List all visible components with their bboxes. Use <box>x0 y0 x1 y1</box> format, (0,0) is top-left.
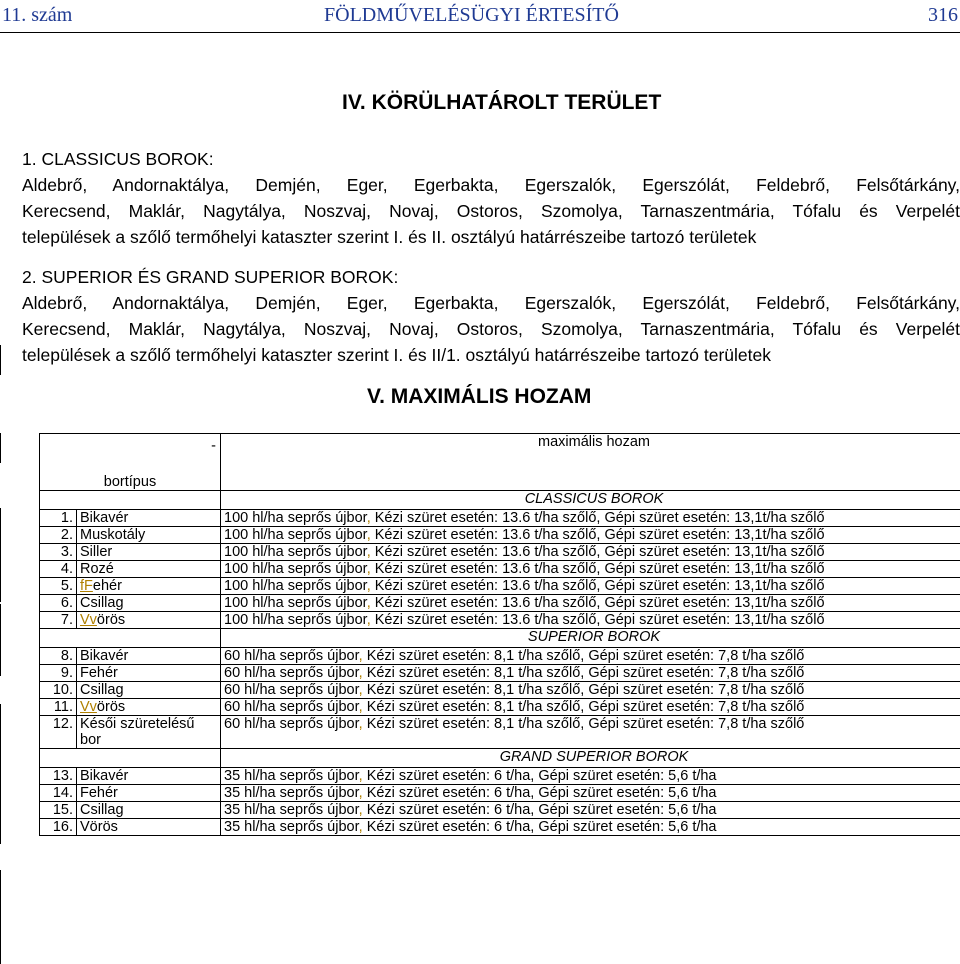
tracked-comma: , <box>366 510 375 526</box>
row-number: 1. <box>40 510 77 527</box>
wine-type-cell <box>77 699 221 716</box>
wine-type: Bikavér <box>80 768 129 784</box>
table-row <box>40 785 960 802</box>
wine-type-cell <box>77 785 221 802</box>
wine-type: Muskotály <box>80 527 146 543</box>
row-number: 13. <box>40 768 77 785</box>
header-cell-type <box>40 434 221 491</box>
journal-title: FÖLDMŰVELÉSÜGYI ÉRTESÍTŐ <box>324 4 619 26</box>
yield-cell <box>221 561 960 578</box>
yield-volume: 35 hl/ha seprős újbor <box>224 768 359 784</box>
max-yield-table <box>39 433 960 836</box>
wine-type-cell <box>77 612 221 629</box>
category-label: CLASSICUS BOROK <box>221 491 960 510</box>
yield-volume: 60 hl/ha seprős újbor <box>224 665 359 681</box>
category-row <box>40 749 960 768</box>
row-number: 10. <box>40 682 77 699</box>
wine-type: ehér <box>92 578 122 594</box>
wine-type-cell <box>77 716 221 749</box>
yield-grape: Kézi szüret esetén: 13.6 t/ha szőlő, Gépi szüret esetén: 13,1t/ha szőlő <box>374 612 825 628</box>
category-label: SUPERIOR BOROK <box>221 629 960 648</box>
wine-type-cell <box>77 665 221 682</box>
tracked-comma: , <box>366 527 375 543</box>
yield-cell <box>221 802 960 819</box>
row-number: 5. <box>40 578 77 595</box>
yield-grape: Kézi szüret esetén: 13.6 t/ha szőlő, Gépi szüret esetén: 13,1t/ha szőlő <box>374 595 825 611</box>
yield-grape: Kézi szüret esetén: 13.6 t/ha szőlő, Gépi szüret esetén: 13,1t/ha szőlő <box>374 561 825 577</box>
tracked-comma: , <box>358 785 367 801</box>
yield-grape: Kézi szüret esetén: 13.6 t/ha szőlő, Gépi szüret esetén: 13,1t/ha szőlő <box>374 544 825 560</box>
wine-type: Siller <box>80 544 113 560</box>
yield-volume: 60 hl/ha seprős újbor <box>224 648 359 664</box>
classicus-line-2: Kerecsend, Maklár, Nagytálya, Noszvaj, Novaj, Ostoros, Szomolya, Tarnaszentmária, Tófalu és Verpelét <box>22 201 960 221</box>
table-row <box>40 578 960 595</box>
tracked-comma: , <box>358 819 367 835</box>
superior-line-3: települések a szőlő termőhelyi kataszter szerint I. és II/1. osztályú határrészeibe tartozó területek <box>22 345 771 365</box>
yield-volume: 35 hl/ha seprős újbor <box>224 785 359 801</box>
classicus-heading: 1. CLASSICUS BOROK: <box>22 149 214 169</box>
table-row <box>40 510 960 527</box>
yield-cell <box>221 527 960 544</box>
table-row <box>40 819 960 836</box>
classicus-line-3: települések a szőlő termőhelyi kataszter szerint I. és II. osztályú határrészeibe tartozó területek <box>22 227 757 247</box>
tracked-change-mark: fF <box>80 578 93 594</box>
wine-type-cell <box>77 802 221 819</box>
wine-type-cell <box>77 578 221 595</box>
wine-type: örös <box>96 612 126 628</box>
wine-type: örös <box>96 699 126 715</box>
yield-cell <box>221 699 960 716</box>
yield-grape: Kézi szüret esetén: 13.6 t/ha szőlő, Gépi szüret esetén: 13,1t/ha szőlő <box>374 527 825 543</box>
yield-grape: Kézi szüret esetén: 13.6 t/ha szőlő, Gépi szüret esetén: 13,1t/ha szőlő <box>374 578 825 594</box>
yield-volume: 35 hl/ha seprős újbor <box>224 802 359 818</box>
yield-volume: 100 hl/ha seprős újbor <box>224 510 367 526</box>
category-spacer <box>40 749 221 768</box>
row-number: 15. <box>40 802 77 819</box>
yield-cell <box>221 510 960 527</box>
table-row <box>40 802 960 819</box>
wine-type-cell <box>77 561 221 578</box>
yield-grape: Kézi szüret esetén: 6 t/ha, Gépi szüret esetén: 5,6 t/ha <box>366 785 717 801</box>
yield-volume: 100 hl/ha seprős újbor <box>224 595 367 611</box>
yield-volume: 100 hl/ha seprős újbor <box>224 544 367 560</box>
tracked-change-mark: Vv <box>80 612 97 628</box>
tracked-comma: , <box>366 612 375 628</box>
table-row <box>40 768 960 785</box>
superior-paragraph <box>22 264 960 368</box>
yield-grape: Kézi szüret esetén: 6 t/ha, Gépi szüret esetén: 5,6 t/ha <box>366 802 717 818</box>
yield-grape: Kézi szüret esetén: 8,1 t/ha szőlő, Gépi szüret esetén: 7,8 t/ha szőlő <box>366 699 805 715</box>
revision-bar <box>0 508 1 602</box>
row-number: 12. <box>40 716 77 749</box>
tracked-comma: , <box>358 802 367 818</box>
yield-cell <box>221 595 960 612</box>
wine-type: Csillag <box>80 595 124 611</box>
yield-volume: 100 hl/ha seprős újbor <box>224 561 367 577</box>
tracked-comma: , <box>358 682 367 698</box>
row-number: 3. <box>40 544 77 561</box>
category-spacer <box>40 491 221 510</box>
yield-volume: 60 hl/ha seprős újbor <box>224 716 359 732</box>
yield-volume: 35 hl/ha seprős újbor <box>224 819 359 835</box>
superior-line-2: Kerecsend, Maklár, Nagytálya, Noszvaj, Novaj, Ostoros, Szomolya, Tarnaszentmária, Tófalu és Verpelét <box>22 319 960 339</box>
revision-bar <box>0 704 1 844</box>
category-row <box>40 491 960 510</box>
classicus-paragraph <box>22 146 960 250</box>
page-number: 316 <box>928 4 958 26</box>
revision-bar <box>0 604 1 676</box>
tracked-comma: , <box>358 665 367 681</box>
table-row <box>40 612 960 629</box>
row-number: 9. <box>40 665 77 682</box>
tracked-comma: , <box>366 578 375 594</box>
wine-type-cell <box>77 682 221 699</box>
yield-cell <box>221 665 960 682</box>
superior-line-1: Aldebrő, Andornaktálya, Demjén, Eger, Egerbakta, Egerszalók, Egerszólát, Feldebrő, Felsőtárkány, <box>22 293 960 313</box>
wine-type-cell <box>77 819 221 836</box>
row-number: 14. <box>40 785 77 802</box>
tracked-comma: , <box>366 595 375 611</box>
revision-bar <box>0 433 1 463</box>
section-iv-title: IV. KÖRÜLHATÁROLT TERÜLET <box>342 91 662 114</box>
yield-cell <box>221 768 960 785</box>
yield-cell <box>221 682 960 699</box>
superior-heading: 2. SUPERIOR ÉS GRAND SUPERIOR BOROK: <box>22 267 399 287</box>
yield-grape: Kézi szüret esetén: 8,1 t/ha szőlő, Gépi szüret esetén: 7,8 t/ha szőlő <box>366 716 805 732</box>
wine-type: Fehér <box>80 785 118 801</box>
table-row <box>40 648 960 665</box>
wine-type: Csillag <box>80 682 124 698</box>
section-v-title: V. MAXIMÁLIS HOZAM <box>367 385 592 408</box>
header-yield-label: maximális hozam <box>538 434 650 450</box>
issue-number: 11. szám <box>2 4 73 26</box>
yield-cell <box>221 578 960 595</box>
table-row <box>40 716 960 749</box>
yield-grape: Kézi szüret esetén: 6 t/ha, Gépi szüret esetén: 5,6 t/ha <box>366 768 717 784</box>
yield-cell <box>221 648 960 665</box>
table-row <box>40 595 960 612</box>
yield-volume: 100 hl/ha seprős újbor <box>224 612 367 628</box>
wine-type-cell <box>77 648 221 665</box>
yield-volume: 100 hl/ha seprős újbor <box>224 527 367 543</box>
wine-type: Bikavér <box>80 510 129 526</box>
header-cell-yield <box>221 434 960 491</box>
tracked-comma: , <box>358 699 367 715</box>
wine-type-cell <box>77 595 221 612</box>
wine-type: Bikavér <box>80 648 129 664</box>
yield-cell <box>221 612 960 629</box>
yield-volume: 60 hl/ha seprős újbor <box>224 699 359 715</box>
wine-type: Vörös <box>80 819 118 835</box>
yield-volume: 60 hl/ha seprős újbor <box>224 682 359 698</box>
yield-volume: 100 hl/ha seprős újbor <box>224 578 367 594</box>
yield-cell <box>221 785 960 802</box>
wine-type-cell <box>77 768 221 785</box>
wine-type-cell <box>77 510 221 527</box>
wine-type: Rozé <box>80 561 114 577</box>
category-spacer <box>40 629 221 648</box>
yield-cell <box>221 544 960 561</box>
running-header <box>0 0 960 33</box>
table-row <box>40 561 960 578</box>
wine-type-cell <box>77 527 221 544</box>
wine-type: Fehér <box>80 665 118 681</box>
tracked-comma: , <box>358 716 367 732</box>
tracked-comma: , <box>366 544 375 560</box>
wine-type-cell <box>77 544 221 561</box>
table-header-row <box>40 434 960 491</box>
wine-type: Késői szüretelésű bor <box>80 716 195 748</box>
tracked-comma: , <box>358 648 367 664</box>
row-number: 7. <box>40 612 77 629</box>
row-number: 4. <box>40 561 77 578</box>
category-row <box>40 629 960 648</box>
revision-bar <box>0 345 1 375</box>
table-row <box>40 699 960 716</box>
row-number: 8. <box>40 648 77 665</box>
classicus-line-1: Aldebrő, Andornaktálya, Demjén, Eger, Egerbakta, Egerszalók, Egerszólát, Feldebrő, Felsőtárkány, <box>22 175 960 195</box>
header-mark: - <box>211 438 216 454</box>
yield-cell <box>221 819 960 836</box>
row-number: 11. <box>40 699 77 716</box>
table-row <box>40 544 960 561</box>
tracked-comma: , <box>366 561 375 577</box>
row-number: 2. <box>40 527 77 544</box>
yield-cell <box>221 716 960 749</box>
tracked-change-mark: Vv <box>80 699 97 715</box>
yield-grape: Kézi szüret esetén: 8,1 t/ha szőlő, Gépi szüret esetén: 7,8 t/ha szőlő <box>366 648 805 664</box>
row-number: 6. <box>40 595 77 612</box>
category-label: GRAND SUPERIOR BOROK <box>221 749 960 768</box>
table-row <box>40 682 960 699</box>
table-row <box>40 527 960 544</box>
row-number: 16. <box>40 819 77 836</box>
yield-grape: Kézi szüret esetén: 8,1 t/ha szőlő, Gépi szüret esetén: 7,8 t/ha szőlő <box>366 682 805 698</box>
tracked-comma: , <box>358 768 367 784</box>
yield-grape: Kézi szüret esetén: 6 t/ha, Gépi szüret esetén: 5,6 t/ha <box>366 819 717 835</box>
table-row <box>40 665 960 682</box>
wine-type: Csillag <box>80 802 124 818</box>
revision-bar <box>0 870 1 964</box>
yield-grape: Kézi szüret esetén: 8,1 t/ha szőlő, Gépi szüret esetén: 7,8 t/ha szőlő <box>366 665 805 681</box>
yield-grape: Kézi szüret esetén: 13.6 t/ha szőlő, Gépi szüret esetén: 13,1t/ha szőlő <box>374 510 825 526</box>
header-type-label: bortípus <box>103 474 157 490</box>
